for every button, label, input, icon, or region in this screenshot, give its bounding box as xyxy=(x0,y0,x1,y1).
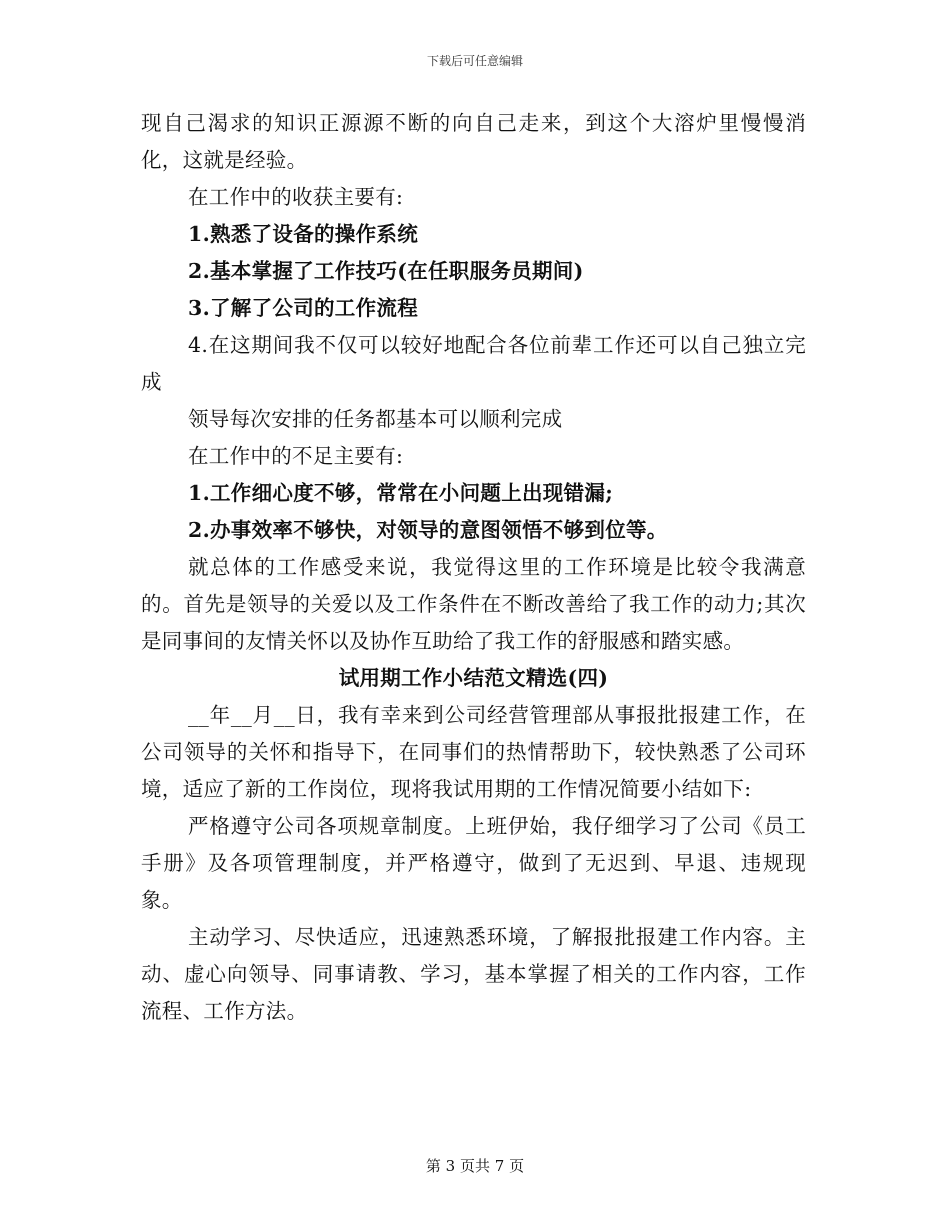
list-item: 2.办事效率不够快，对领导的意图领悟不够到位等。 xyxy=(188,518,668,542)
paragraph: 现自己渴求的知识正源源不断的向自己走来，到这个大溶炉里慢慢消化，这就是经验。 xyxy=(141,111,806,172)
document-body xyxy=(141,105,806,1030)
list-item: 4.在这期间我不仅可以较好地配合各位前辈工作还可以自己独立完成 xyxy=(141,333,806,394)
header-note: 下载后可任意编辑 xyxy=(426,54,523,68)
paragraph: 严格遵守公司各项规章制度。上班伊始，我仔细学习了公司《员工手册》及各项管理制度，并严格遵守，做到了无迟到、早退、违规现象。 xyxy=(141,814,806,912)
paragraph: __年__月__日，我有幸来到公司经营管理部从事报批报建工作，在公司领导的关怀和指导下，在同事们的热情帮助下，较快熟悉了公司环境，适应了新的工作岗位，现将我试用期的工作情况简要小结如下: xyxy=(141,703,806,801)
section-heading: 试用期工作小结范文精选(四) xyxy=(338,666,609,690)
list-item: 2.基本掌握了工作技巧(在任职服务员期间) xyxy=(188,259,584,283)
list-item: 1.熟悉了设备的操作系统 xyxy=(188,222,419,246)
paragraph: 在工作中的不足主要有: xyxy=(188,444,404,468)
paragraph: 主动学习、尽快适应，迅速熟悉环境，了解报批报建工作内容。主动、虚心向领导、同事请教、学习，基本掌握了相关的工作内容，工作流程、工作方法。 xyxy=(141,925,806,1023)
paragraph: 领导每次安排的任务都基本可以顺利完成 xyxy=(188,407,563,431)
list-item: 3.了解了公司的工作流程 xyxy=(188,296,419,320)
list-item: 1.工作细心度不够，常常在小问题上出现错漏; xyxy=(188,481,614,505)
paragraph: 就总体的工作感受来说，我觉得这里的工作环境是比较令我满意的。首先是领导的关爱以及工作条件在不断改善给了我工作的动力;其次是同事间的友情关怀以及协作互助给了我工作的舒服感和踏实感。 xyxy=(141,555,806,653)
page-number: 第 3 页共 7 页 xyxy=(425,1157,525,1175)
paragraph: 在工作中的收获主要有: xyxy=(188,185,404,209)
